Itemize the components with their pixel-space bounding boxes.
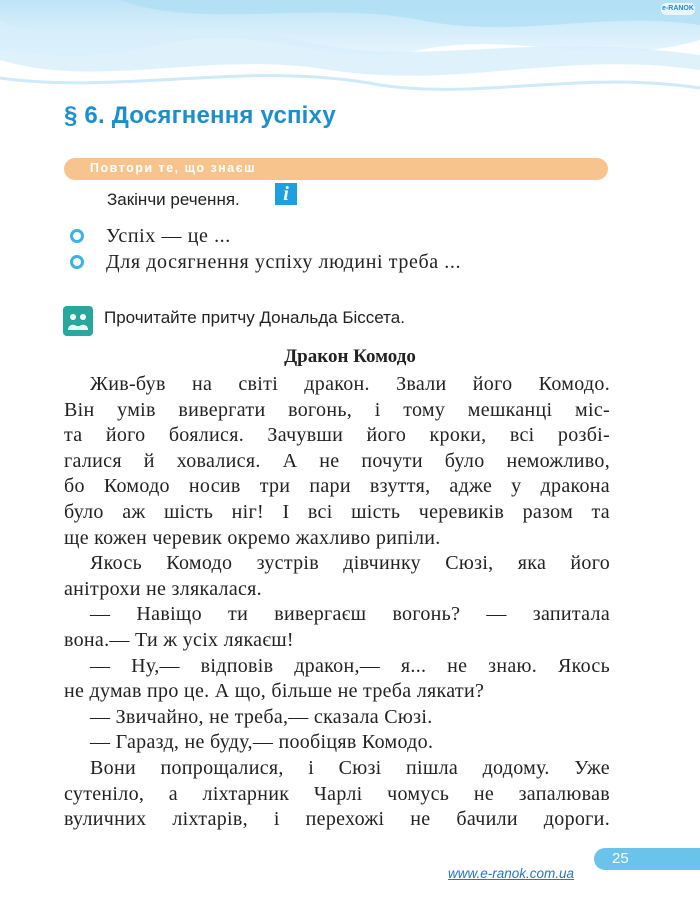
page-number: 25: [612, 850, 629, 867]
story-line: сутеніло, а ліхтарник Чарлі чомусь не запалював: [64, 782, 610, 805]
story-line: не думав про це. А що, більше не треба лякати?: [64, 680, 485, 703]
story-line: Жив-був на світі дракон. Звали його Комодо.: [90, 373, 610, 395]
header-wave-decoration: [0, 0, 700, 100]
story-line: вона.— Ти ж усіх лякаєш!: [64, 628, 294, 651]
reading-people-icon: [63, 306, 93, 336]
story-line: Якось Комодо зустрів дівчинку Сюзі, яка його: [90, 552, 610, 575]
story-line: галися й ховалися. А не почути було неможливо,: [64, 449, 610, 472]
publisher-logo: e-RANOK: [660, 2, 696, 16]
story-line: ще кожен черевик окремо жахливо рипіли.: [64, 526, 441, 549]
repeat-banner-label: Повтори те, що знаєш: [90, 161, 257, 175]
bullet-text: Для досягнення успіху людині треба ...: [106, 251, 462, 273]
story-line: анітрохи не злякалася.: [64, 577, 262, 600]
story-line: бо Комодо носив три пари взуття, адже у дракона: [64, 475, 610, 498]
story-line: — Ну,— відповів дракон,— я... не знаю. Якось: [90, 654, 610, 677]
repeat-banner: [64, 158, 608, 180]
section-title: § 6. Досягнення успіху: [64, 102, 336, 129]
circle-bullet-icon: [70, 229, 84, 243]
reading-instruction: Прочитайте притчу Дональда Біссета.: [104, 308, 405, 327]
story-line: — Гаразд, не буду,— пообіцяв Комодо.: [90, 731, 434, 754]
story-text: [64, 372, 610, 833]
page-number-tab: [594, 848, 700, 870]
story-line: — Звичайно, не треба,— сказала Сюзі.: [90, 705, 433, 728]
story-title: Дракон Комодо: [284, 346, 416, 367]
bullet-text: Успіх — це ...: [106, 225, 231, 247]
info-icon[interactable]: i: [275, 183, 297, 205]
story-line: вуличних ліхтарів, і перехожі не бачили дороги.: [64, 808, 610, 831]
circle-bullet-icon: [70, 255, 84, 269]
story-line: було аж шість ніг! І всі шість черевиків разом та: [64, 500, 610, 523]
story-line: Він умів вивергати вогонь, і тому мешканці міс-: [64, 398, 610, 421]
publisher-website-link[interactable]: www.e-ranok.com.ua: [448, 866, 575, 881]
story-line: — Навіщо ти вивергаєш вогонь? — запитала: [90, 603, 610, 626]
story-line: Вони попрощалися, і Сюзі пішла додому. Уже: [90, 756, 610, 779]
story-line: та його боялися. Зачувши його кроки, всі розбі-: [64, 424, 610, 447]
task-text: Закінчи речення.: [107, 190, 240, 209]
